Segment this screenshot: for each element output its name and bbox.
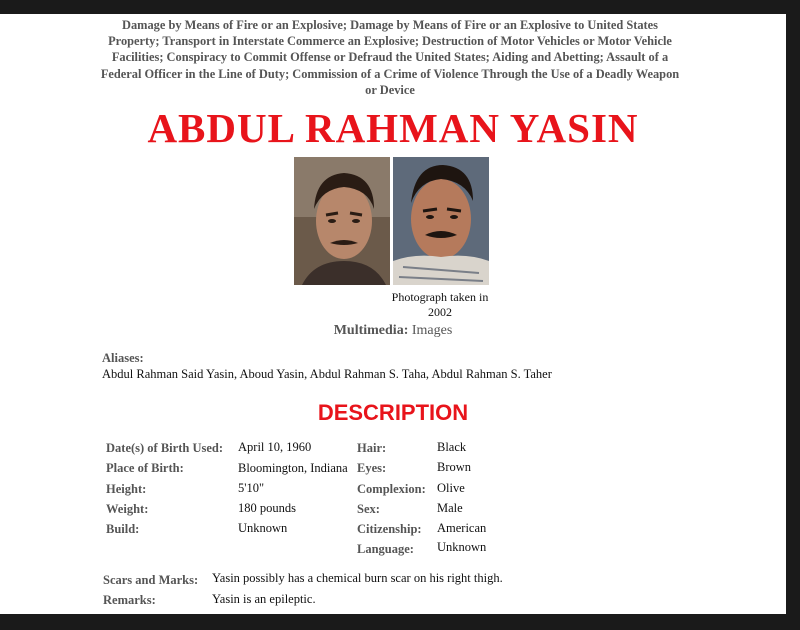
scars-label: Scars and Marks: — [103, 573, 199, 587]
remarks-value: Yasin is an epileptic. — [212, 592, 316, 606]
fugitive-name: ABDUL RAHMAN YASIN — [147, 105, 639, 151]
complexion-value: Olive — [437, 481, 465, 495]
language-value: Unknown — [437, 540, 487, 554]
aliases-value: Abdul Rahman Said Yasin, Aboud Yasin, Abdul Rahman S. Taha, Abdul Rahman S. Taher — [102, 367, 552, 381]
citizenship-label: Citizenship: — [357, 522, 422, 536]
birthplace-value: Bloomington, Indiana — [238, 461, 348, 475]
eyes-label: Eyes: — [357, 461, 387, 475]
sex-value: Male — [437, 501, 463, 515]
photo-caption: Photograph taken in 2002 — [391, 290, 489, 319]
complexion-label: Complexion: — [357, 482, 426, 496]
scrollbar-track[interactable] — [786, 0, 800, 630]
dob-label: Date(s) of Birth Used: — [106, 441, 223, 455]
weight-label: Weight: — [106, 502, 149, 516]
weight-value: 180 pounds — [238, 501, 296, 515]
sex-label: Sex: — [357, 502, 380, 516]
build-label: Build: — [106, 522, 140, 536]
build-value: Unknown — [238, 521, 288, 535]
remarks-label: Remarks: — [103, 593, 156, 607]
language-label: Language: — [357, 542, 414, 556]
hair-label: Hair: — [357, 441, 387, 455]
top-frame-bar — [0, 0, 800, 14]
bottom-frame-bar — [0, 614, 800, 630]
dob-value: April 10, 1960 — [238, 440, 312, 454]
photo-early[interactable] — [294, 157, 390, 285]
height-value: 5'10" — [238, 481, 265, 495]
height-label: Height: — [106, 482, 147, 496]
eyes-value: Brown — [437, 460, 472, 474]
aliases-heading: Aliases: — [102, 351, 144, 365]
scars-value: Yasin possibly has a chemical burn scar on his right thigh. — [212, 571, 503, 585]
multimedia-row — [0, 323, 786, 339]
description-heading: DESCRIPTION — [317, 400, 469, 425]
hair-value: Black — [437, 440, 467, 454]
charges-text: Damage by Means of Fire or an Explosive; Damage by Means of Fire or an Explosive to United States Property; Transport in Interstate Commerce an Explosive; Destruction of Motor Vehicles or Motor Vehicle Facilities; Conspiracy to Commit Offense or Defraud the United States; Aiding and Abetting; Assault of a Federal Officer in the Line of Duty; Commission of a Crime of Violence Through the Use of a Deadly Weapon or Device — [100, 18, 680, 97]
multimedia-label: Multimedia: — [333, 323, 409, 338]
birthplace-label: Place of Birth: — [106, 461, 184, 475]
citizenship-value: American — [437, 521, 487, 535]
photo-2002[interactable] — [393, 157, 489, 285]
images-link[interactable]: Images — [411, 323, 453, 338]
